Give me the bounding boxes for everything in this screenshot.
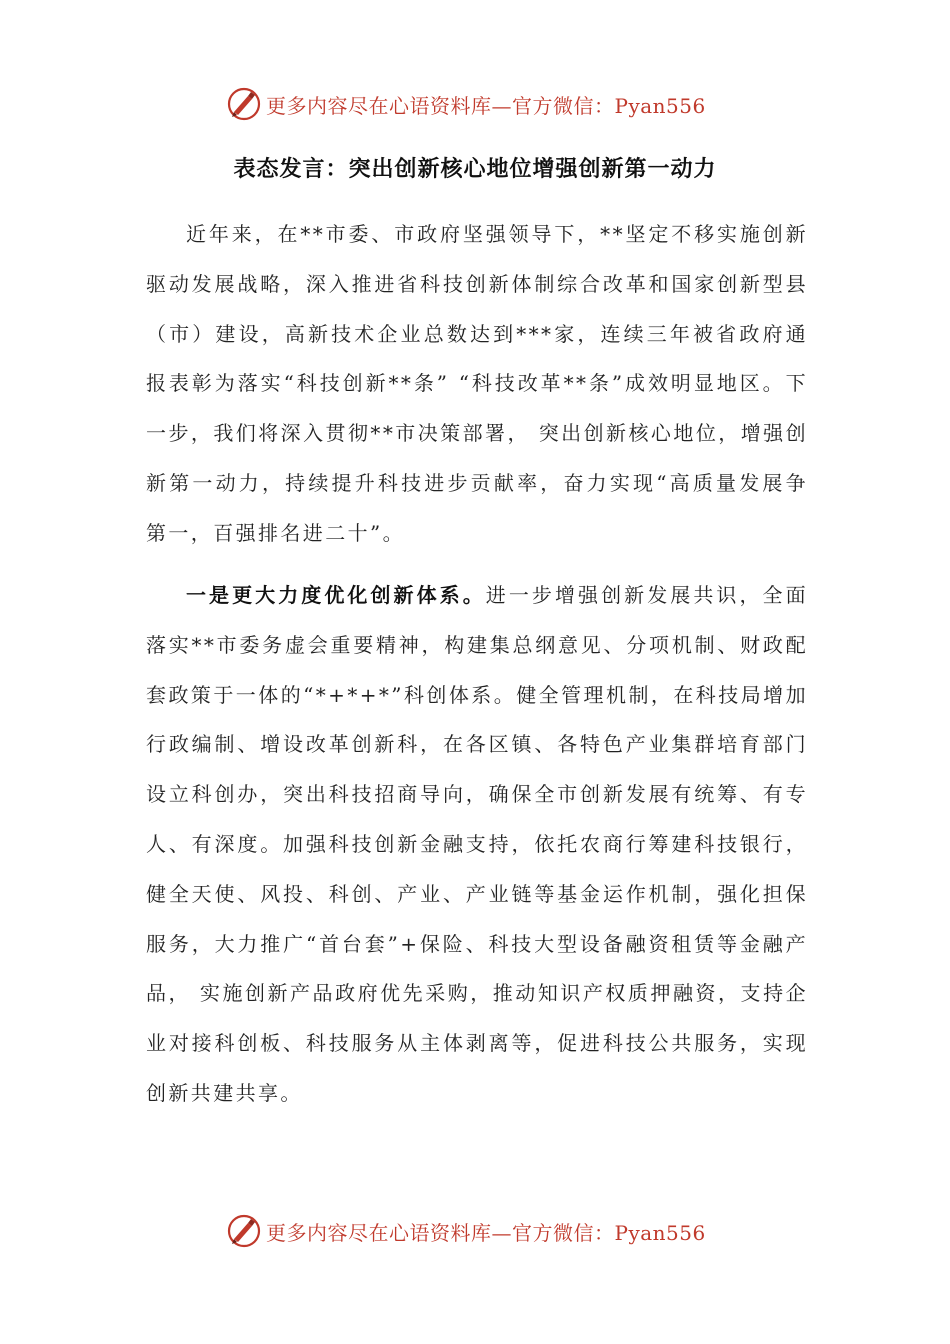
pen-logo-icon <box>226 86 262 122</box>
paragraph-lead: 一是更大力度优化创新体系。 <box>186 583 486 607</box>
body-paragraph <box>146 210 808 559</box>
footer-watermark <box>0 1211 950 1251</box>
pen-logo-icon <box>226 1213 262 1249</box>
header-watermark <box>0 84 950 124</box>
watermark-text: 更多内容尽在心语资料库—官方微信：Pyan556 <box>266 93 706 118</box>
body-paragraph <box>146 571 808 1119</box>
paragraph-text: 近年来，在**市委、市政府坚强领导下，**坚定不移实施创新驱动发展战略，深入推进省科技创新体制综合改革和国家创新型县（市）建设，高新技术企业总数达到***家，连续三年被省政府通报表彰为落实“科技创新**条” “科技改革**条”成效明显地区。下一步，我们将深入贯彻**市决策部署， 突出创新核心地位，增强创新第一动力，持续提升科技进步贡献率，奋力实现“高质量发展争第一，百强排名进二十”。 <box>146 222 808 545</box>
document-title: 表态发言：突出创新核心地位增强创新第一动力 <box>233 156 717 182</box>
paragraph-text: 进一步增强创新发展共识，全面落实**市委务虚会重要精神，构建集总纲意见、分项机制、财政配套政策于一体的“*+*+*”科创体系。健全管理机制，在科技局增加行政编制、增设改革创新科，在各区镇、各特色产业集群培育部门设立科创办，突出科技招商导向，确保全市创新发展有统筹、有专人、有深度。加强科技创新金融支持，依托农商行筹建科技银行，健全天使、风投、科创、产业、产业链等基金运作机制，强化担保服务，大力推广“首台套”+保险、科技大型设备融资租赁等金融产品， 实施创新产品政府优先采购，推动知识产权质押融资，支持企业对接科创板、科技服务从主体剥离等，促进科技公共服务，实现创新共建共享。 <box>146 583 808 1105</box>
watermark-text: 更多内容尽在心语资料库—官方微信：Pyan556 <box>266 1220 706 1245</box>
